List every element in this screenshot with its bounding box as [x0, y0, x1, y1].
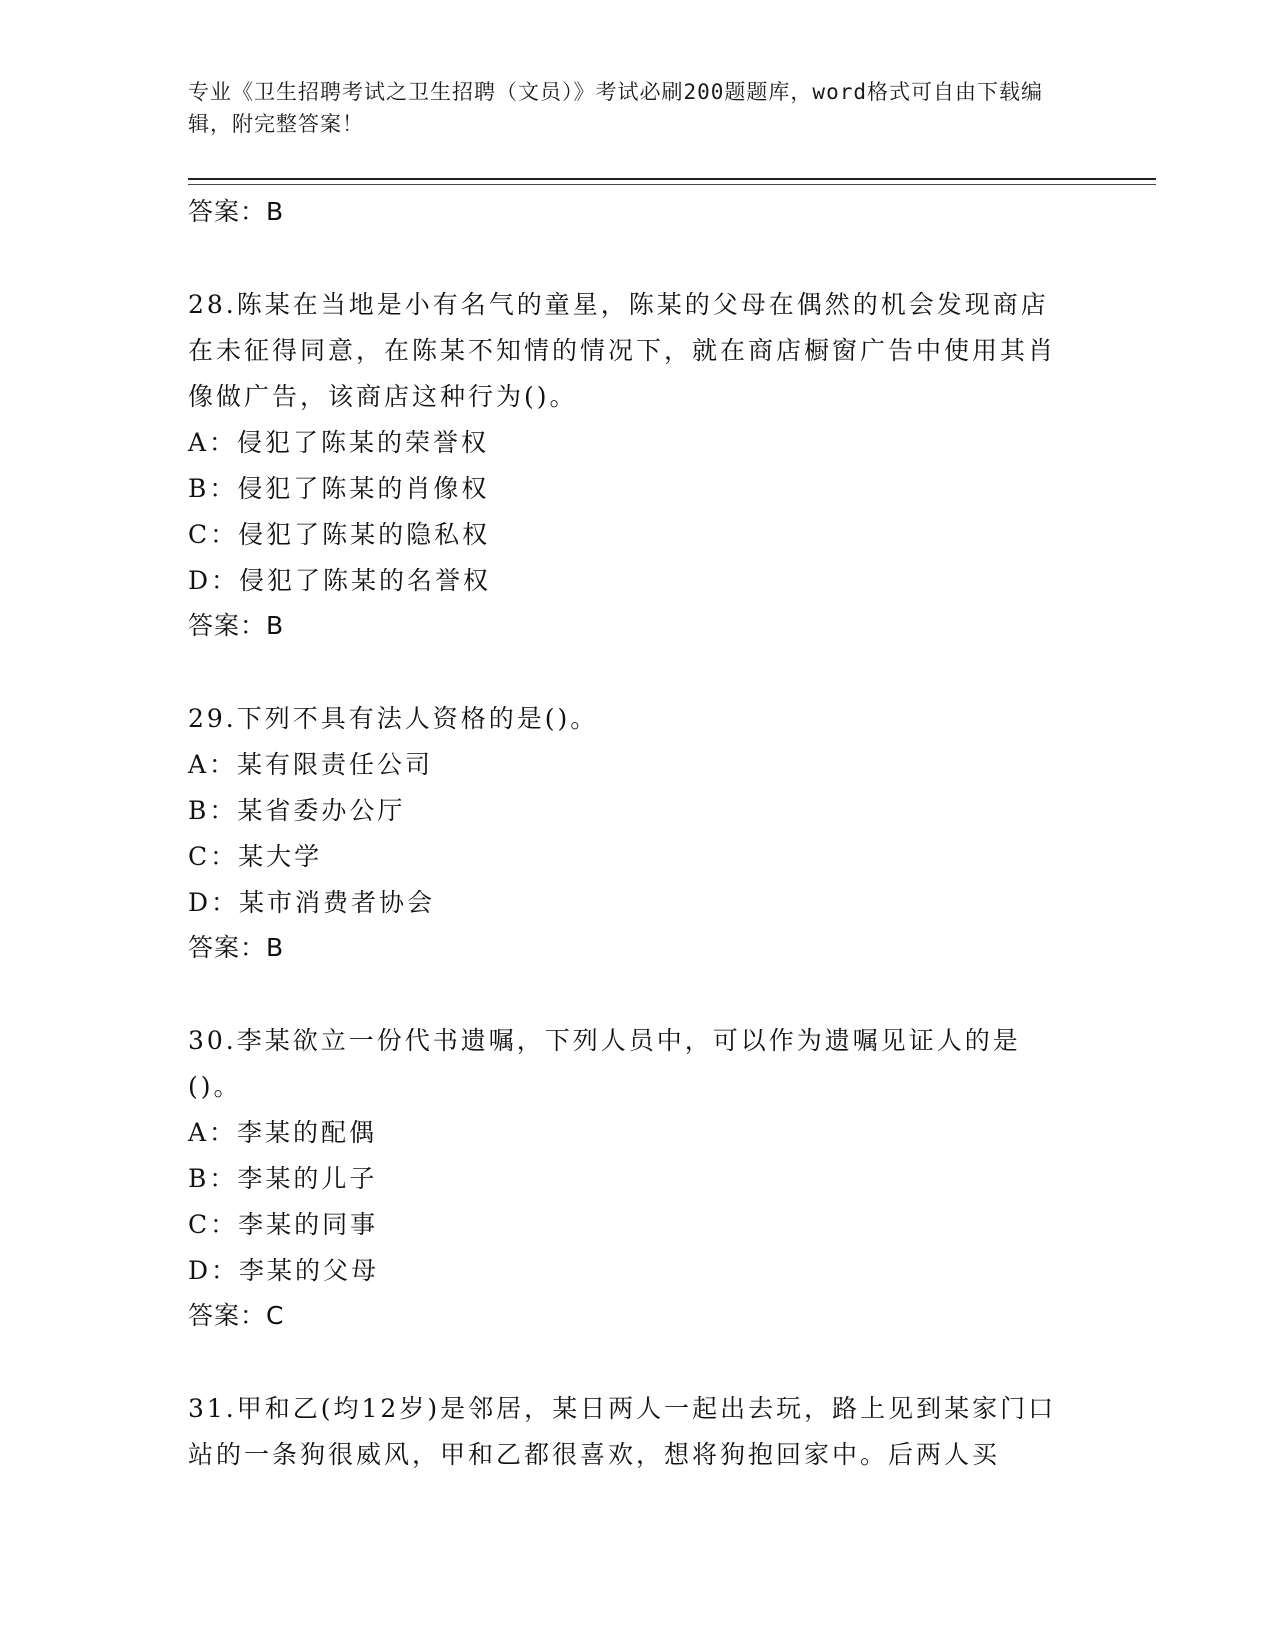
option-a: A：某有限责任公司	[188, 750, 434, 779]
answer-line: 答案：B	[188, 197, 285, 226]
answer-line: 答案：C	[188, 1301, 285, 1330]
option-c: C：李某的同事	[188, 1210, 379, 1239]
option-c: C：某大学	[188, 842, 323, 871]
question-31	[188, 1386, 1088, 1478]
option-a: A：侵犯了陈某的荣誉权	[188, 428, 490, 457]
question-text: 28.陈某在当地是小有名气的童星，陈某的父母在偶然的机会发现商店在未征得同意，在陈某不知情的情况下，就在商店橱窗广告中使用其肖像做广告，该商店这种行为()。	[188, 290, 1057, 411]
question-30	[188, 1018, 1088, 1338]
answer-line: 答案：B	[188, 611, 285, 640]
header-divider-thick	[188, 178, 1156, 180]
document-body	[188, 190, 1088, 1478]
option-d: D：李某的父母	[188, 1256, 380, 1285]
answer-line: 答案：B	[188, 933, 285, 962]
document-header: 专业《卫生招聘考试之卫生招聘（文员）》考试必刷200题题库，word格式可自由下载编辑，附完整答案！	[188, 80, 1043, 136]
question-text: 30.李某欲立一份代书遗嘱，下列人员中，可以作为遗嘱见证人的是()。	[188, 1026, 1021, 1101]
question-text: 31.甲和乙(均12岁)是邻居，某日两人一起出去玩，路上见到某家门口站的一条狗很威风，甲和乙都很喜欢，想将狗抱回家中。后两人买	[188, 1394, 1057, 1469]
option-c: C：侵犯了陈某的隐私权	[188, 520, 491, 549]
option-d: D：侵犯了陈某的名誉权	[188, 566, 492, 595]
option-b: B：某省委办公厅	[188, 796, 406, 825]
option-a: A：李某的配偶	[188, 1118, 378, 1147]
question-text: 29.下列不具有法人资格的是()。	[188, 704, 599, 733]
option-b: B：李某的儿子	[188, 1164, 378, 1193]
option-d: D：某市消费者协会	[188, 888, 436, 917]
question-28	[188, 282, 1088, 648]
header-divider-thin	[188, 184, 1156, 185]
option-b: B：侵犯了陈某的肖像权	[188, 474, 490, 503]
question-29	[188, 696, 1088, 970]
